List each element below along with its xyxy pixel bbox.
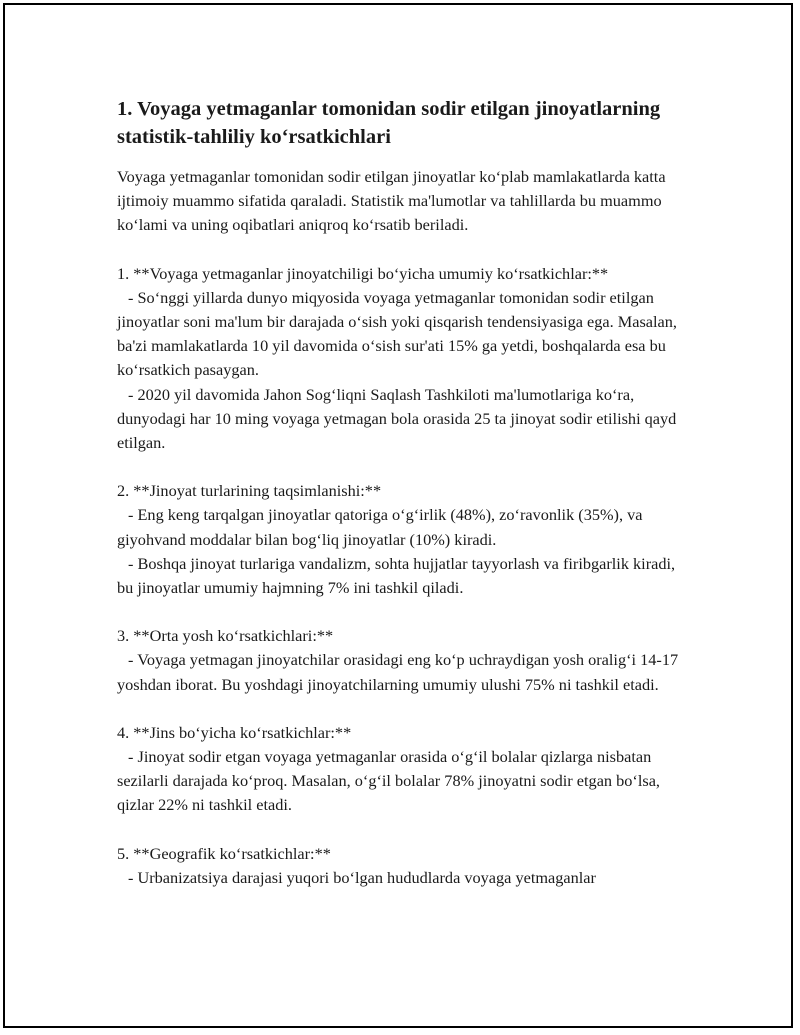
section-2 (117, 479, 687, 600)
bullet-item: - Boshqa jinoyat turlariga vandalizm, sohta hujjatlar tayyorlash va firibgarlik kiradi, bu jinoyatlar umumiy hajmning 7% ini tashkil qiladi. (117, 553, 676, 598)
bullet-item: - Voyaga yetmagan jinoyatchilar orasidagi eng koʻp uchraydigan yosh oraligʻi 14-17 yoshdan iborat. Bu yoshdagi jinoyatchilarning umumiy ulushi 75% ni tashkil etadi. (117, 650, 679, 694)
section-4 (117, 721, 687, 818)
section-heading: 2. **Jinoyat turlarining taqsimlanishi:** (117, 481, 382, 501)
document-body (117, 95, 687, 890)
bullet-item: - 2020 yil davomida Jahon Sogʻliqni Saqlash Tashkiloti ma'lumotlariga koʻra, dunyodagi har 10 ming voyaga yetmagan bola orasida 25 ta jinoyat sodir etilishi qayd etilgan. (117, 384, 677, 453)
section-5 (117, 842, 687, 890)
bullet-item: - Soʻnggi yillarda dunyo miqyosida voyaga yetmaganlar tomonidan sodir etilgan jinoyatlar soni ma'lum bir darajada oʻsish yoki qisqarish tendensiyasiga ega. Masalan, ba'zi mamlakatlarda 10 yil davomida oʻsish sur'ati 15% ga yetdi, boshqalarda esa bu koʻrsatkich pasaygan. (117, 287, 677, 380)
section-1 (117, 262, 687, 456)
section-heading: 4. **Jins boʻyicha koʻrsatkichlar:** (117, 722, 352, 742)
section-heading: 5. **Geografik koʻrsatkichlar:** (117, 843, 331, 863)
document-title: 1. Voyaga yetmaganlar tomonidan sodir etilgan jinoyatlarning statistik-tahliliy koʻrsatkichlari (117, 98, 661, 148)
section-3 (117, 624, 687, 697)
intro-paragraph: Voyaga yetmaganlar tomonidan sodir etilgan jinoyatlar koʻplab mamlakatlarda katta ijtimoiy muammo sifatida qaraladi. Statistik ma'lumotlar va tahlillarda bu muammo koʻlami va uning oqibatlari aniqroq koʻrsatib beriladi. (117, 167, 666, 235)
section-heading: 1. **Voyaga yetmaganlar jinoyatchiligi boʻyicha umumiy koʻrsatkichlar:** (117, 263, 609, 283)
section-heading: 3. **Orta yosh koʻrsatkichlari:** (117, 626, 334, 646)
bullet-item: - Jinoyat sodir etgan voyaga yetmaganlar orasida oʻgʻil bolalar qizlarga nisbatan sezilarli darajada koʻproq. Masalan, oʻgʻil bolalar 78% jinoyatni sodir etgan boʻlsa, qizlar 22% ni tashkil etadi. (117, 747, 660, 815)
bullet-item: - Urbanizatsiya darajasi yuqori boʻlgan hududlarda voyaga yetmaganlar (128, 867, 596, 887)
bullet-item: - Eng keng tarqalgan jinoyatlar qatoriga oʻgʻirlik (48%), zoʻravonlik (35%), va giyohvand moddalar bilan bogʻliq jinoyatlar (10%) kiradi. (117, 505, 643, 549)
